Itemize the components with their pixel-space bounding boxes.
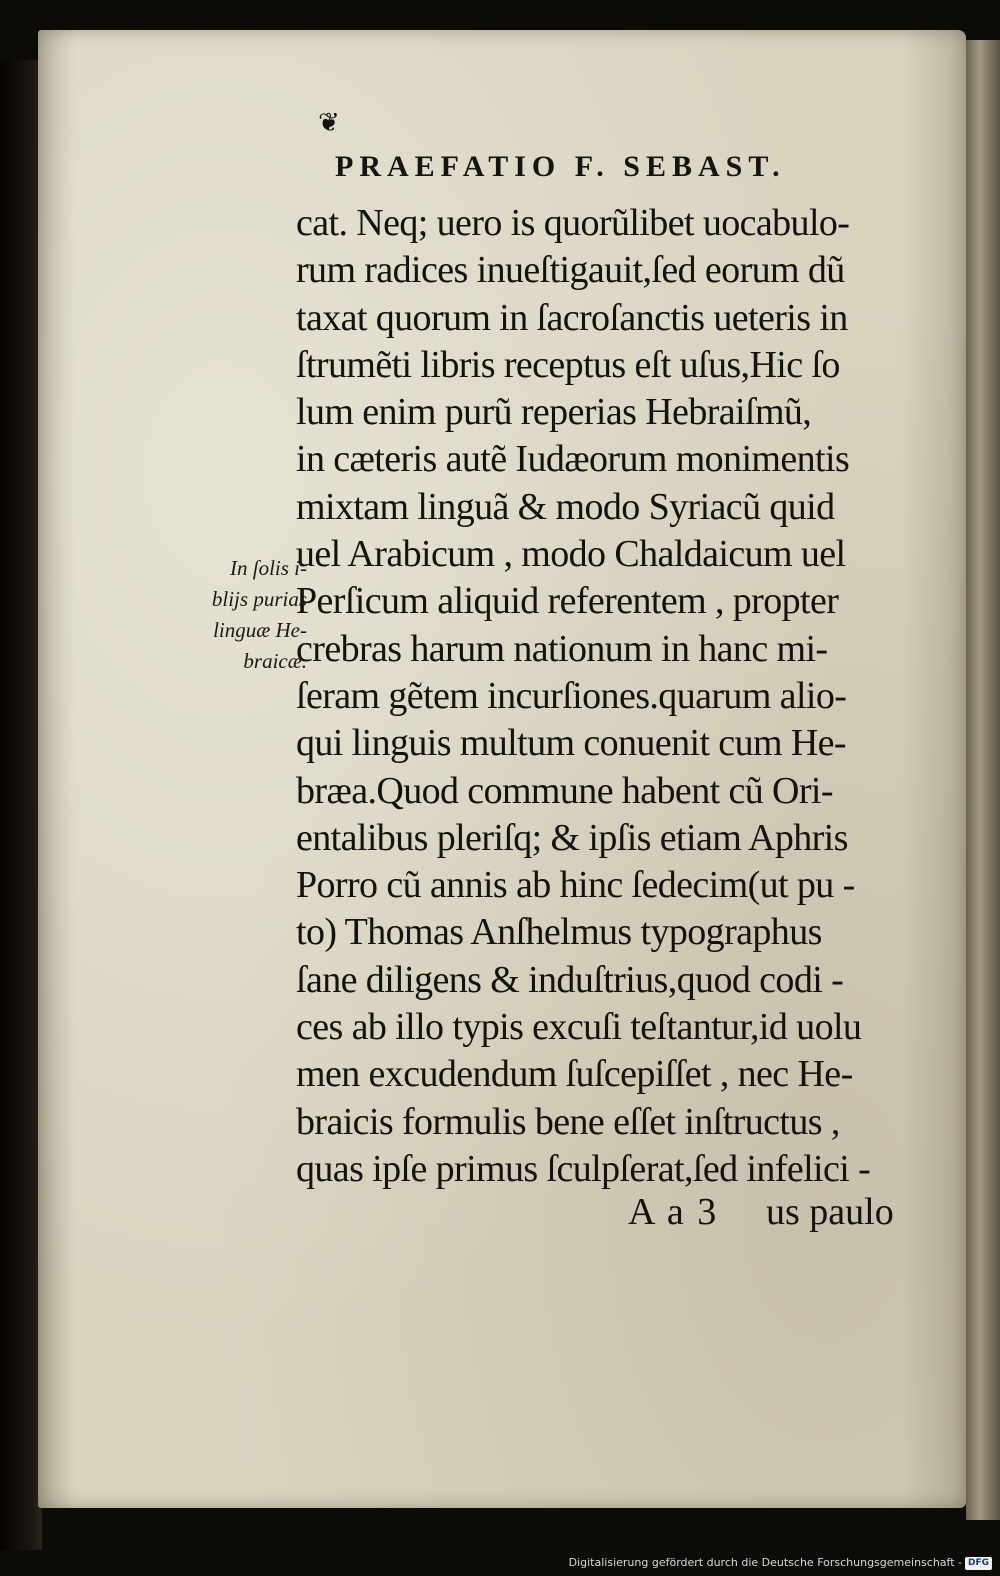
- page-edge: [966, 40, 1000, 1520]
- text-line: uel Arabicum , modo Chaldaicum uel: [296, 533, 846, 576]
- text-line: lum enim purũ reperias Hebraiſmũ,: [296, 391, 812, 434]
- signature-mark: A a 3: [628, 1191, 719, 1233]
- main-text-block: [296, 200, 936, 1193]
- ornament-icon: ❦: [318, 108, 340, 138]
- text-line: braicis formulis bene eſſet inſtructus ,: [296, 1100, 840, 1143]
- text-line: entalibus pleriſq; & ipſis etiam Aphris: [296, 816, 848, 859]
- text-line: bræa.Quod commune habent cũ Ori-: [296, 769, 833, 812]
- footer-credit: Digitalisierung gefördert durch die Deutsche Forschungsgemeinschaft -: [568, 1556, 962, 1569]
- margin-note-line: blijs purias: [211, 587, 307, 611]
- text-line: quas ipſe primus ſculpſerat,ſed infelici -: [296, 1147, 871, 1190]
- margin-note-line: braicæ.: [243, 649, 307, 673]
- text-line: ſane diligens & induſtrius,quod codi -: [296, 958, 844, 1001]
- book-spine: [0, 60, 42, 1560]
- text-line: in cæteris autẽ Iudæorum monimentis: [296, 438, 850, 481]
- text-line: ſtrumẽti libris receptus eſt uſus,Hic ſo: [296, 343, 840, 386]
- text-line: cat. Neq; uero is quorũlibet uocabulo-: [296, 202, 850, 244]
- text-line: qui linguis multum conuenit cum He-: [296, 722, 846, 765]
- catchword: us paulo: [766, 1191, 894, 1233]
- text-line: Perſicum aliquid referentem , propter: [296, 580, 839, 623]
- margin-note-line: linguæ He-: [213, 618, 307, 642]
- text-line: ces ab illo typis excuſi teſtantur,id uolu: [296, 1006, 862, 1049]
- margin-note-line: In ſolis i-: [230, 556, 307, 580]
- text-line: crebras harum nationum in hanc mi-: [296, 627, 828, 670]
- text-line: ſeram gẽtem incurſiones.quarum alio-: [296, 674, 847, 717]
- text-line: men excudendum ſuſcepiſſet , nec He-: [296, 1053, 853, 1096]
- dfg-logo-icon: DFG: [965, 1557, 992, 1570]
- footer-bar: [0, 1550, 1000, 1576]
- text-line: to) Thomas Anſhelmus typographus: [296, 911, 822, 954]
- text-line: taxat quorum in ſacroſanctis ueteris in: [296, 296, 848, 339]
- running-head: PRAEFATIO F. SEBAST.: [335, 150, 786, 183]
- text-line: Porro cũ annis ab hinc ſedecim(ut pu -: [296, 864, 855, 907]
- text-line: rum radices inueſtigauit,ſed eorum dũ: [296, 249, 845, 292]
- text-line: mixtam linguã & modo Syriacũ quid: [296, 485, 835, 528]
- margin-note: [172, 553, 307, 677]
